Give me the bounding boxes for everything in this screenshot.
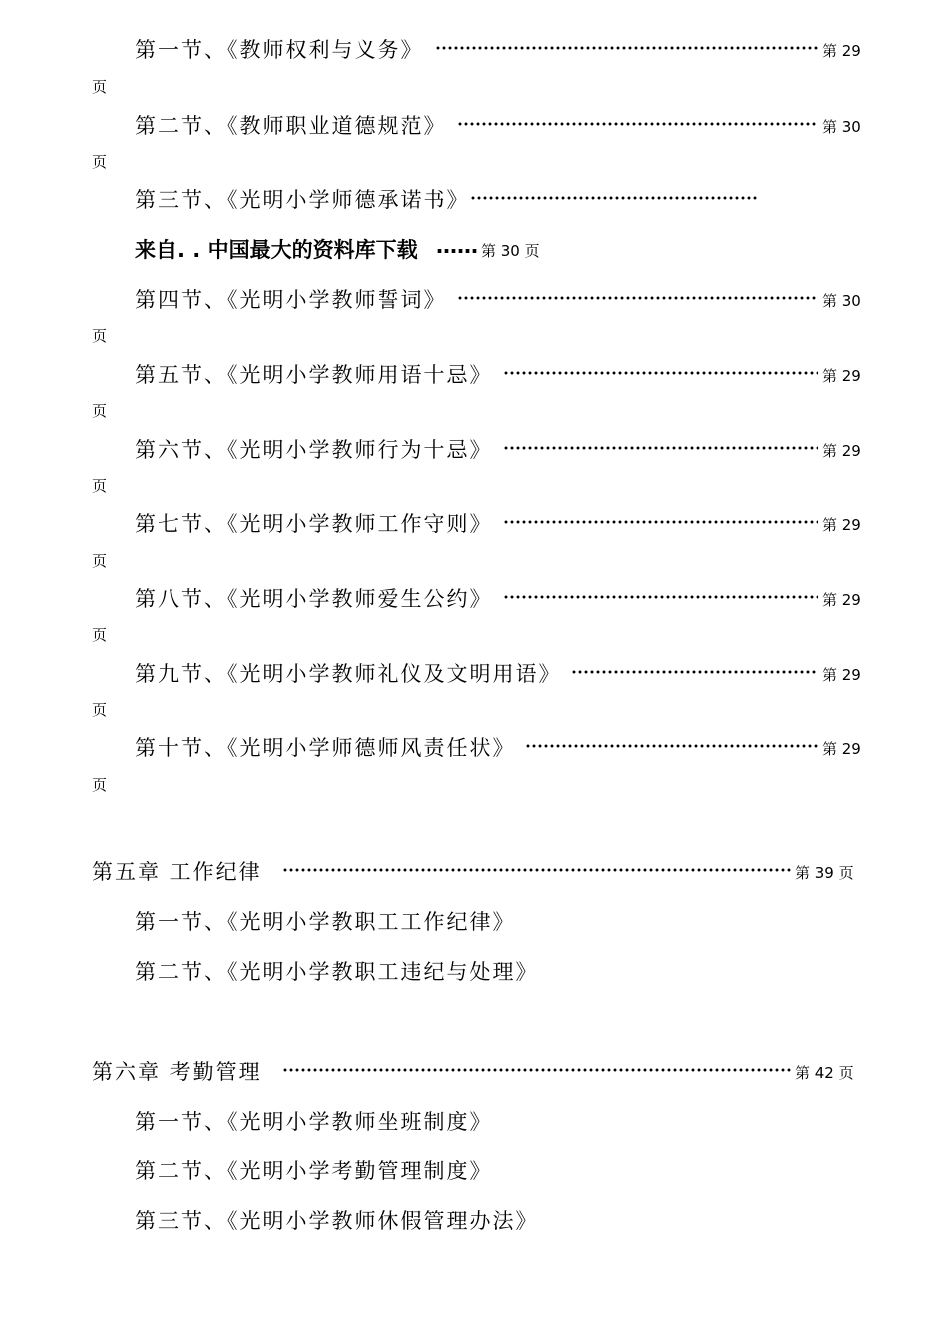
page-number: 第 30 页 xyxy=(481,242,540,260)
page-number: 第 29 xyxy=(822,442,861,460)
page-suffix: 页 xyxy=(92,776,108,794)
leader-dots xyxy=(503,446,818,450)
toc-entry[interactable]: 第四节、《光明小学教师誓词》 xyxy=(135,288,447,312)
leader-dots xyxy=(282,1068,792,1072)
toc-entry[interactable]: 第九节、《光明小学教师礼仪及文明用语》 xyxy=(135,662,562,686)
toc-entry[interactable]: 第五节、《光明小学教师用语十忌》 xyxy=(135,363,493,387)
leader-dots xyxy=(525,744,818,748)
toc-entry[interactable]: 第八节、《光明小学教师爱生公约》 xyxy=(135,587,493,611)
page-number: 第 29 xyxy=(822,666,861,684)
page-number: 第 29 xyxy=(822,591,861,609)
page-number: 第 29 xyxy=(822,740,861,758)
page-suffix: 页 xyxy=(92,402,108,420)
leader-dots xyxy=(470,196,758,200)
page-number: 第 39 页 xyxy=(795,864,854,882)
toc-entry[interactable]: 第一节、《教师权利与义务》 xyxy=(135,38,424,62)
leader-dots xyxy=(503,520,818,524)
source-note-dots: …… xyxy=(436,234,478,258)
page-number: 第 29 xyxy=(822,367,861,385)
toc-entry[interactable]: 第七节、《光明小学教师工作守则》 xyxy=(135,512,493,536)
page-suffix: 页 xyxy=(92,626,108,644)
source-note: 来自. . 中国最大的资料库下载 xyxy=(135,238,418,262)
toc-entry[interactable]: 第十节、《光明小学师德师风责任状》 xyxy=(135,736,516,760)
page-number: 第 42 页 xyxy=(795,1064,854,1082)
page-number: 第 30 xyxy=(822,118,861,136)
page-number: 第 30 xyxy=(822,292,861,310)
toc-entry[interactable]: 第一节、《光明小学教师坐班制度》 xyxy=(135,1110,493,1134)
leader-dots xyxy=(571,670,818,674)
page-suffix: 页 xyxy=(92,327,108,345)
page-suffix: 页 xyxy=(92,78,108,96)
page-number: 第 29 xyxy=(822,42,861,60)
leader-dots xyxy=(457,296,818,300)
page-suffix: 页 xyxy=(92,701,108,719)
chapter-title[interactable]: 第五章 工作纪律 xyxy=(92,860,262,884)
toc-entry[interactable]: 第一节、《光明小学教职工工作纪律》 xyxy=(135,910,516,934)
toc-entry[interactable]: 第六节、《光明小学教师行为十忌》 xyxy=(135,438,493,462)
toc-entry[interactable]: 第二节、《光明小学考勤管理制度》 xyxy=(135,1159,493,1183)
page-number: 第 29 xyxy=(822,516,861,534)
leader-dots xyxy=(435,46,818,50)
toc-entry[interactable]: 第三节、《光明小学师德承诺书》 xyxy=(135,188,470,212)
toc-entry[interactable]: 第二节、《光明小学教职工违纪与处理》 xyxy=(135,960,539,984)
leader-dots xyxy=(282,868,792,872)
page-suffix: 页 xyxy=(92,477,108,495)
toc-entry[interactable]: 第二节、《教师职业道德规范》 xyxy=(135,114,447,138)
leader-dots xyxy=(503,371,818,375)
leader-dots xyxy=(457,122,818,126)
page-suffix: 页 xyxy=(92,153,108,171)
chapter-title[interactable]: 第六章 考勤管理 xyxy=(92,1060,262,1084)
toc-entry[interactable]: 第三节、《光明小学教师休假管理办法》 xyxy=(135,1209,539,1233)
leader-dots xyxy=(503,595,818,599)
page-suffix: 页 xyxy=(92,552,108,570)
